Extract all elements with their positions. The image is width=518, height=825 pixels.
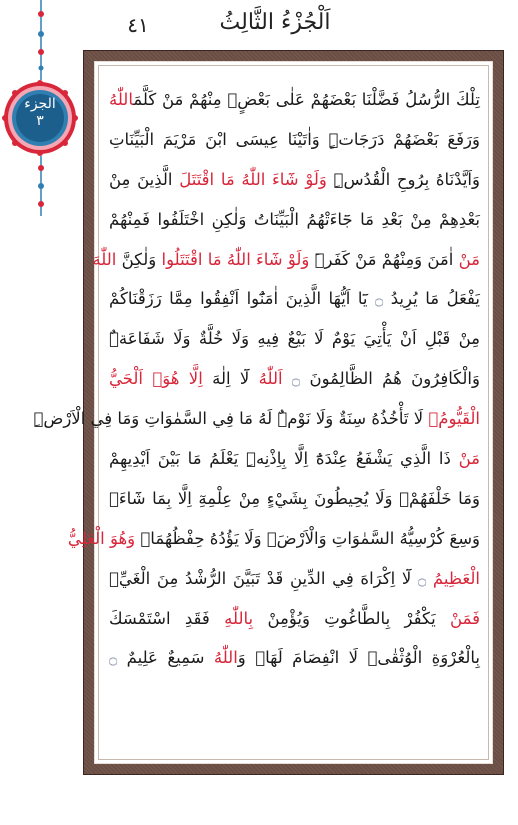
text-line bbox=[109, 559, 480, 599]
text-segment: لَٓا اِكْرَاهَ فِي الدِّينِ قَدْ تَبَيَّنَ الرُّشْدُ مِنَ الْغَيِّۚ bbox=[109, 568, 419, 588]
text-line bbox=[109, 439, 480, 479]
text-segment: وَلَوْ شَٓاءَ اللّٰهُ مَا اقْتَتَلَ bbox=[179, 169, 327, 189]
text-line bbox=[109, 80, 480, 120]
page-number: ٤١ bbox=[127, 13, 149, 37]
text-segment: وَالْكَافِرُونَ هُمُ الظَّالِمُونَ bbox=[300, 369, 480, 389]
text-segment: الْعَظِيمُ bbox=[432, 568, 480, 588]
text-segment: بِاللّٰهِ bbox=[224, 608, 254, 628]
text-segment: سَمِيعٌ عَلِيمٌ bbox=[117, 648, 214, 668]
text-segment bbox=[426, 569, 433, 588]
juz-medallion-label bbox=[2, 96, 78, 130]
verse-end-icon: ۝ bbox=[291, 372, 301, 389]
text-segment: وَاَيَّدْنَاهُ بِرُوحِ الْقُدُسِۜ bbox=[326, 169, 480, 189]
text-segment: تِلْكَ الرُّسُلُ فَضَّلْنَا بَعْضَهُمْ عَلٰى بَعْضٍۢ مِنْهُمْ مَنْ كَلَّمَ bbox=[133, 90, 480, 109]
text-segment: يَكْفُرْ بِالطَّاغُوتِ وَيُؤْمِنْ bbox=[253, 608, 451, 628]
text-segment: ذَا الَّذِي يَشْفَعُ عِنْدَهُٓ اِلَّا بِاِذْنِهِۜ يَعْلَمُ مَا بَيْنَ اَيْدِيهِمْ bbox=[109, 449, 459, 469]
text-segment: لَا تَأْخُذُهُ سِنَةٌ وَلَا نَوْمٌۜ لَهُ مَا فِي السَّمٰوَاتِ وَمَا فِي الْاَرْضِۜ bbox=[33, 409, 429, 429]
text-line bbox=[109, 638, 480, 678]
text-segment: مَنْ bbox=[458, 449, 480, 469]
juz-title: اَلْجُزْءُ الثَّالِثُ bbox=[219, 10, 331, 35]
text-segment: اِلَّا هُوَۚ اَلْحَيُّ bbox=[109, 369, 203, 389]
text-segment: اٰمَنَ وَمِنْهُمْ مَنْ كَفَرَۜ bbox=[309, 249, 459, 269]
text-segment: بَعْدِهِمْ مِنْ بَعْدِ مَا جَٓاءَتْهُمُ الْبَيِّنَاتُ وَلٰكِنِ اخْتَلَفُوا فَمِنْهُمْ bbox=[109, 209, 480, 229]
text-segment: الْقَيُّومُۚ bbox=[428, 409, 480, 429]
text-segment: اَللّٰهُ bbox=[258, 369, 283, 389]
text-segment: اللّٰهَ bbox=[92, 249, 117, 269]
text-line bbox=[109, 200, 480, 240]
text-line bbox=[109, 479, 480, 519]
text-segment: وَمَا خَلْفَهُمْۚ وَلَا يُحِيطُونَ بِشَيْءٍ مِنْ عِلْمِهِٓ اِلَّا بِمَا شَٓاءَۚ bbox=[109, 488, 480, 508]
text-segment: الَّذِينَ مِنْ bbox=[109, 169, 180, 189]
text-segment: وَلَوْ شَٓاءَ اللّٰهُ مَا اقْتَتَلُوا bbox=[161, 249, 310, 269]
text-line bbox=[67, 519, 480, 559]
text-line bbox=[109, 599, 480, 639]
text-segment bbox=[283, 369, 292, 388]
text-segment: فَقَدِ اسْتَمْسَكَ bbox=[109, 608, 225, 628]
verse-end-icon: ۝ bbox=[109, 651, 118, 668]
text-segment: وَهُوَ الْعَلِيُّ bbox=[67, 528, 136, 548]
text-segment: اللّٰهُ bbox=[213, 648, 238, 668]
text-line bbox=[33, 399, 480, 439]
juz-label-number: ٣ bbox=[36, 113, 44, 129]
text-segment: فَمَنْ bbox=[450, 608, 481, 628]
text-segment: وَلٰكِنَّ bbox=[116, 249, 162, 269]
text-segment: اللّٰهُ bbox=[109, 90, 134, 109]
text-segment: وَسِعَ كُرْسِيُّهُ السَّمٰوَاتِ وَالْاَرْضَۚ وَلَا يَؤُدُهُ حِفْظُهُمَاۚ bbox=[135, 528, 480, 548]
text-segment: يَفْعَلُ مَا يُرِيدُ bbox=[383, 289, 480, 309]
text-line bbox=[109, 319, 480, 359]
text-line bbox=[109, 120, 480, 160]
text-line bbox=[109, 359, 480, 399]
text-segment: مَنْ bbox=[458, 249, 480, 269]
verse-end-icon: ۝ bbox=[418, 571, 427, 588]
text-segment: مِنْ قَبْلِ اَنْ يَأْتِيَ يَوْمٌ لَا بَيْعٌ فِيهِ وَلَا خُلَّةٌ وَلَا شَفَاعَةٌۜ bbox=[109, 329, 480, 349]
text-segment: يَٓا اَيُّهَا الَّذِينَ اٰمَنُٓوا اَنْفِقُوا مِمَّا رَزَقْنَاكُمْ bbox=[109, 289, 376, 309]
juz-label-text: الجزء bbox=[24, 96, 56, 112]
verse-end-icon: ۝ bbox=[375, 292, 384, 309]
text-segment: وَرَفَعَ بَعْضَهُمْ دَرَجَاتٍۜ وَاٰتَيْنَا عِيسَى ابْنَ مَرْيَمَ الْبَيِّنَاتِ bbox=[109, 129, 480, 149]
text-segment: بِالْعُرْوَةِ الْوُثْقٰىۗ لَا انْفِصَامَ لَهَاۜ وَ bbox=[237, 648, 480, 668]
text-line bbox=[109, 279, 480, 319]
text-segment: لَٓا اِلٰهَ bbox=[202, 369, 259, 389]
text-line bbox=[109, 160, 480, 200]
text-line bbox=[92, 240, 480, 280]
